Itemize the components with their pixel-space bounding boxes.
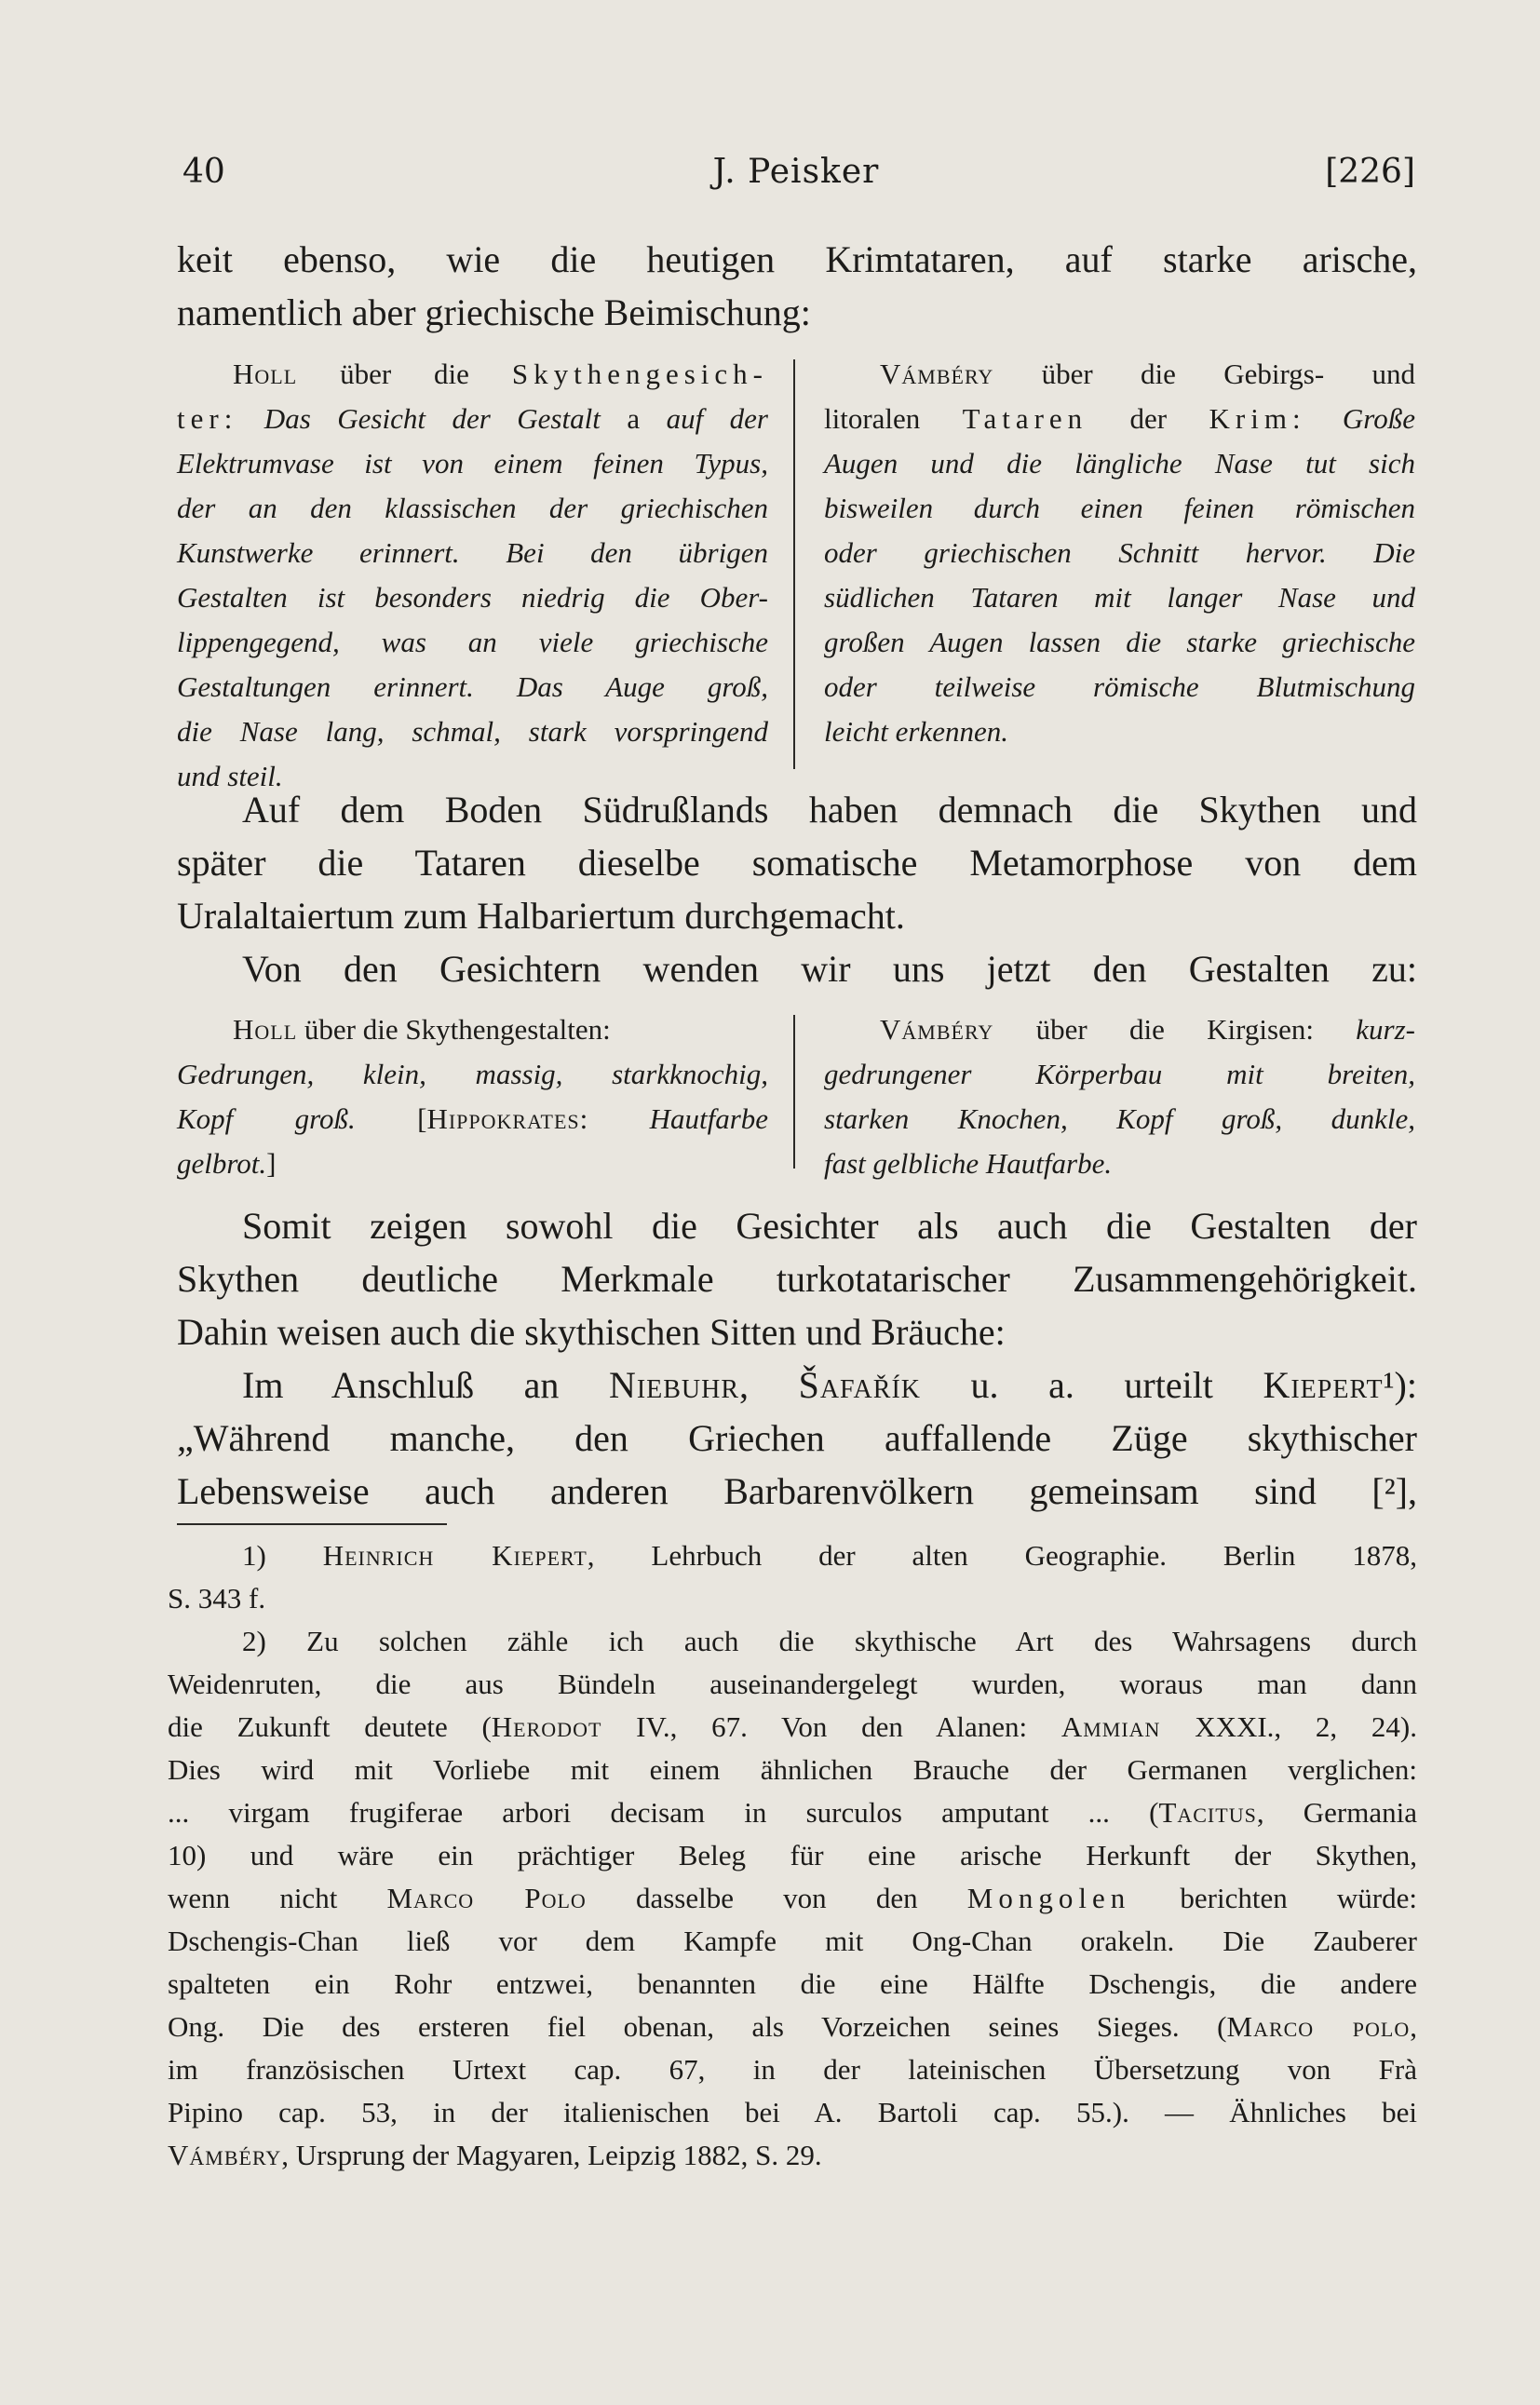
text-line: Gestaltungen erinnert. Das Auge groß,: [177, 670, 768, 703]
author-name: Herodot: [491, 1710, 602, 1743]
text-line: Kunstwerke erinnert. Bei den übrigen: [177, 536, 768, 569]
text-span: , Ursprung der Magyaren, Leipzig 1882, S. 29.: [281, 2139, 822, 2171]
text-line: namentlich aber griechische Beimischung:: [177, 291, 811, 333]
quote-span: Das Gesicht der Gestalt: [237, 402, 628, 435]
text-line: Augen und die längliche Nase tut sich: [824, 447, 1415, 480]
footnote-line: im französischen Urtext cap. 67, in der lateinischen Übersetzung von Frà: [168, 2053, 1417, 2086]
text-span: berichten würde:: [1130, 1882, 1417, 1914]
text-line: Dahin weisen auch die skythischen Sitten und Bräuche:: [177, 1311, 1006, 1353]
column-divider: [793, 359, 795, 769]
text-span: , Lehrbuch der alten Geographie. Berlin 1878,: [587, 1539, 1417, 1572]
text-line: Von den Gesichtern wenden wir uns jetzt den Gestalten zu:: [242, 948, 1417, 990]
text-span: XXXI., 2, 24).: [1160, 1710, 1417, 1743]
text-line: Gestalten ist besonders niedrig die Ober-: [177, 581, 768, 614]
footnote-line: Dies wird mit Vorliebe mit einem ähnlichen Brauche der Germanen verglichen:: [168, 1753, 1417, 1786]
text-span: [: [355, 1102, 427, 1135]
text-line: Somit zeigen sowohl die Gesichter als auch die Gestalten der: [242, 1205, 1417, 1247]
text-span: über die Gebirgs- und: [993, 358, 1415, 390]
spaced-term: ter:: [177, 402, 238, 435]
footnote-line: [168, 1877, 1417, 1920]
text-span: der: [1087, 402, 1209, 435]
quote-span: gelbrot.: [177, 1147, 267, 1180]
footnote-line: Pipino cap. 53, in der italienischen bei A. Bartoli cap. 55.). — Ähnliches bei: [168, 2096, 1417, 2128]
footnote-line: Dschengis-Chan ließ vor dem Kampfe mit Ong-Chan orakeln. Die Zauberer: [168, 1925, 1417, 1957]
text-span: IV., 67. Von den Alanen:: [601, 1710, 1061, 1743]
text-line: fast gelbliche Hautfarbe.: [824, 1147, 1113, 1180]
text-span: ]: [266, 1147, 277, 1180]
footnote-line: Weidenruten, die aus Bündeln auseinandergelegt wurden, woraus man dann: [168, 1668, 1417, 1700]
conclusion-paragraph: [177, 1199, 1417, 1518]
author-name: Kiepert: [1263, 1364, 1384, 1406]
author-name: Vámbéry: [880, 358, 994, 390]
author-name: Tacitus: [1158, 1796, 1257, 1829]
author-name: Šafařík: [798, 1364, 921, 1406]
text-line: großen Augen lassen die starke griechische: [824, 626, 1415, 658]
text-line: [824, 352, 1415, 397]
text-line: oder griechischen Schnitt hervor. Die: [824, 536, 1415, 569]
footnote-line: S. 343 f.: [168, 1582, 266, 1615]
spaced-term: Skythengesich-: [511, 358, 768, 390]
footnote-rule: [177, 1523, 447, 1525]
author-name: Marco polo: [1226, 2010, 1411, 2043]
text-span: :: [579, 1102, 650, 1135]
text-line: leicht erkennen.: [824, 715, 1008, 748]
text-line: keit ebenso, wie die heutigen Krimtataren, auf starke arische,: [177, 238, 1417, 280]
text-span: dasselbe von den: [586, 1882, 967, 1914]
quote-span: kurz-: [1356, 1013, 1415, 1046]
text-line: südlichen Tataren mit langer Nase und: [824, 581, 1415, 614]
comparison-left-holl: [177, 1007, 768, 1186]
author-name: Heinrich Kiepert: [322, 1539, 588, 1572]
comparison-right-vambery: [824, 352, 1415, 754]
text-line: gedrungener Körperbau mit breiten,: [824, 1058, 1415, 1090]
text-line: später die Tataren dieselbe somatische Metamorphose von dem: [177, 842, 1417, 884]
original-page-number: [226]: [1325, 153, 1415, 191]
spaced-term: Krim: [1209, 402, 1292, 435]
quote-span: auf der: [640, 402, 769, 435]
text-line: starken Knochen, Kopf groß, dunkle,: [824, 1102, 1415, 1135]
page-number: 40: [182, 153, 225, 191]
author-name: Vámbéry: [168, 2139, 282, 2171]
text-line: [824, 397, 1415, 441]
footnote-ref: ¹):: [1383, 1364, 1417, 1406]
text-line: oder teilweise römische Blutmischung: [824, 670, 1415, 703]
text-line: Skythen deutliche Merkmale turkotatarischer Zusammengehörigkeit.: [177, 1258, 1417, 1300]
author-name: Holl: [233, 1013, 298, 1046]
footnote-line: [168, 2134, 1417, 2177]
text-line: Uralaltaiertum zum Halbariertum durchgemacht.: [177, 895, 905, 937]
text-span: ,: [739, 1364, 799, 1406]
text-span: , Germania: [1256, 1796, 1417, 1829]
text-line: [824, 1007, 1415, 1052]
spaced-term: Mongolen: [966, 1882, 1131, 1914]
text-line: Auf dem Boden Südrußlands haben demnach die Skythen und: [242, 789, 1417, 831]
text-span: die Zukunft deutete (: [168, 1710, 492, 1743]
text-line: [177, 352, 768, 397]
footnote-line: [168, 2006, 1417, 2048]
text-span: ,: [1410, 2010, 1417, 2043]
footnote-line: [168, 1706, 1417, 1749]
running-author: J. Peisker: [712, 153, 880, 191]
text-line: und steil.: [177, 760, 283, 792]
text-line: „Während manche, den Griechen auffallende Züge skythischer: [177, 1417, 1417, 1459]
comparison-bodies: [177, 1007, 1417, 1184]
text-span: litoralen: [824, 402, 963, 435]
text-line: [177, 1097, 768, 1142]
footnotes: [168, 1534, 1417, 2177]
text-line: lippengegend, was an viele griechische: [177, 626, 768, 658]
text-span: :: [1291, 402, 1343, 435]
footnote-line: [168, 1534, 1417, 1577]
text-span: über die Kirgisen:: [993, 1013, 1357, 1046]
footnote-line: spalteten ein Rohr entzwei, benannten die eine Hälfte Dschengis, die andere: [168, 1967, 1417, 2000]
footnote-line: 10) und wäre ein prächtiger Beleg für eine arische Herkunft der Skythen,: [168, 1839, 1417, 1871]
text-span: wenn nicht: [168, 1882, 387, 1914]
text-line: die Nase lang, schmal, stark vorspringend: [177, 715, 768, 748]
author-name: Marco Polo: [386, 1882, 587, 1914]
author-name: Ammian: [1060, 1710, 1161, 1743]
quote-span: Große: [1342, 402, 1415, 435]
figure-letter: a: [627, 402, 641, 435]
comparison-left-holl: [177, 352, 768, 799]
footnote-line: 2) Zu solchen zähle ich auch die skythische Art des Wahrsagens durch: [242, 1625, 1417, 1657]
text-span: ... virgam frugiferae arbori decisam in surculos amputant ... (: [168, 1796, 1159, 1829]
text-span: 1): [242, 1539, 323, 1572]
text-line: der an den klassischen der griechischen: [177, 492, 768, 524]
text-span: Im Anschluß an: [242, 1364, 609, 1406]
text-line: bisweilen durch einen feinen römischen: [824, 492, 1415, 524]
text-span: u. a. urteilt: [921, 1364, 1263, 1406]
footnote-line: [168, 1791, 1417, 1834]
text-span: über die Skythengestalten:: [297, 1013, 611, 1046]
quote-span: Hautfarbe: [649, 1102, 769, 1135]
text-line: Lebensweise auch anderen Barbarenvölkern gemeinsam sind [²],: [177, 1470, 1417, 1512]
spaced-term: Tataren: [962, 402, 1088, 435]
text-line: [177, 1142, 768, 1186]
text-span: Ong. Die des ersteren fiel obenan, als Vorzeichen seines Sieges. (: [168, 2010, 1227, 2043]
text-line: Gedrungen, klein, massig, starkknochig,: [177, 1058, 768, 1090]
author-name: Vámbéry: [880, 1013, 994, 1046]
text-line: [177, 1007, 768, 1052]
text-line: Elektrumvase ist von einem feinen Typus,: [177, 447, 768, 480]
text-line: [177, 397, 768, 441]
intro-paragraph: [177, 233, 1417, 339]
quote-span: Kopf groß.: [177, 1102, 356, 1135]
comparison-faces: [177, 352, 1417, 792]
author-name: Niebuhr: [608, 1364, 740, 1406]
middle-paragraph: [177, 783, 1417, 995]
comparison-right-vambery: [824, 1007, 1415, 1186]
running-header: [177, 147, 1415, 199]
author-name: Holl: [233, 358, 298, 390]
column-divider: [793, 1015, 795, 1169]
author-name: Hippokrates: [426, 1102, 580, 1135]
text-span: über die: [297, 358, 512, 390]
text-line: [177, 1358, 1417, 1412]
